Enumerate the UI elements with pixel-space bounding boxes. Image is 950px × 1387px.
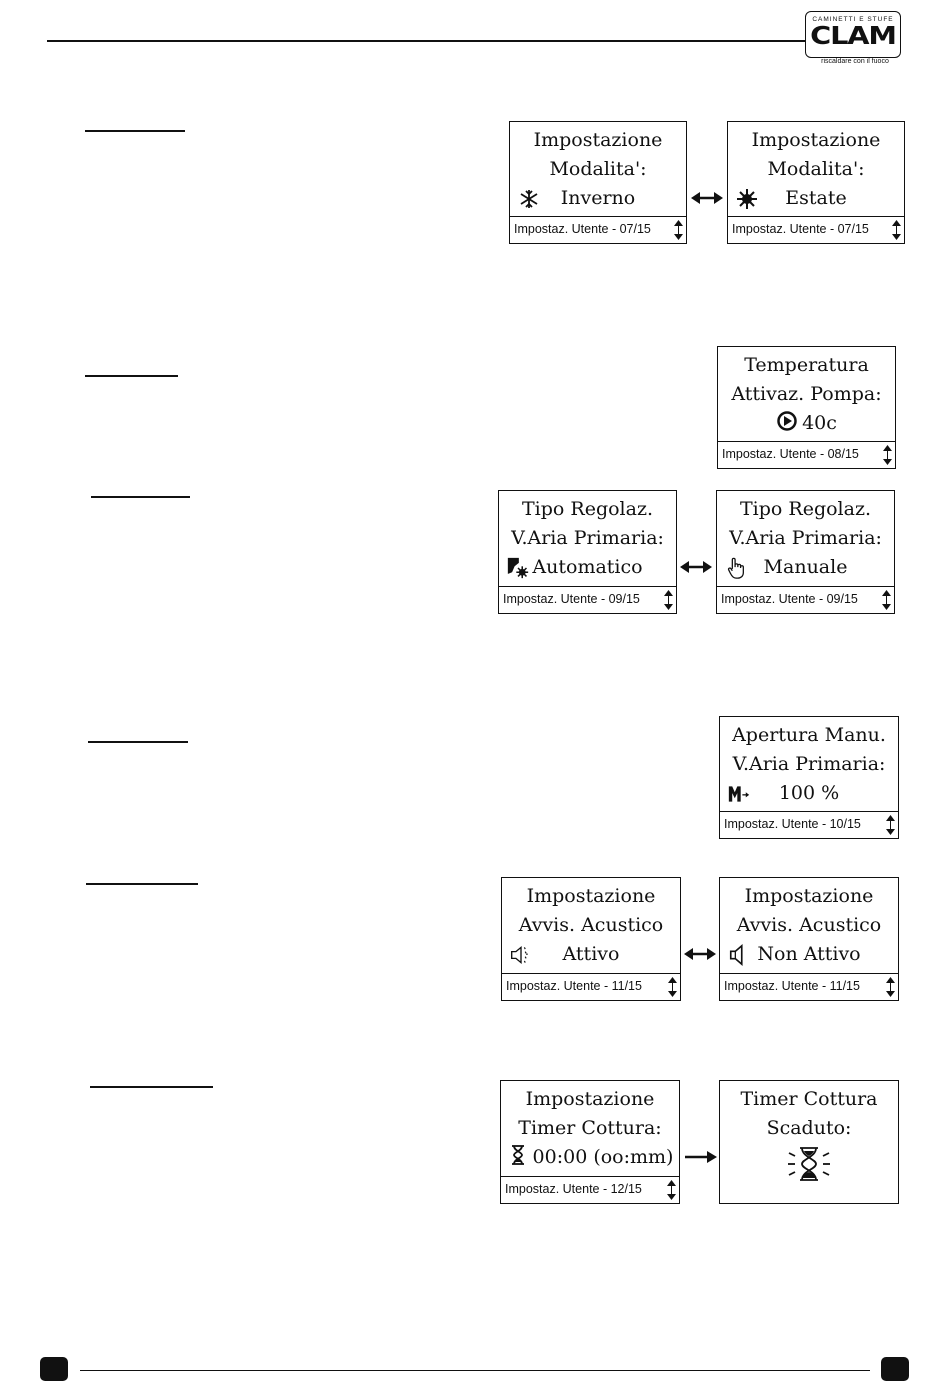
lcd-footer bbox=[510, 216, 686, 243]
section-underline-8 bbox=[85, 375, 178, 377]
section-underline-7 bbox=[85, 130, 185, 132]
lcd-value-row bbox=[501, 1143, 679, 1172]
lcd-value: Manuale bbox=[763, 556, 848, 578]
lcd-footer-label: Impostaz. Utente - 09/15 bbox=[503, 592, 640, 606]
hourglass-alarm-icon bbox=[787, 1145, 831, 1183]
lcd-footer-label: Impostaz. Utente - 11/15 bbox=[506, 979, 642, 993]
lcd-screen bbox=[727, 121, 905, 244]
lcd-line1: Tipo Regolaz. bbox=[740, 498, 871, 520]
lcd-body bbox=[499, 491, 676, 582]
lcd-value: Non Attivo bbox=[757, 943, 861, 965]
hand-icon bbox=[725, 557, 747, 579]
lcd-footer-label: Impostaz. Utente - 10/15 bbox=[724, 817, 861, 831]
lcd-screen bbox=[716, 490, 895, 614]
lcd-line1: Impostazione bbox=[751, 129, 881, 151]
scroll-arrows-icon bbox=[883, 445, 892, 465]
page-marker-right bbox=[881, 1357, 909, 1381]
lcd-body bbox=[720, 1081, 898, 1187]
section-underline-10 bbox=[88, 741, 188, 743]
lcd-footer-label: Impostaz. Utente - 08/15 bbox=[722, 447, 859, 461]
lcd-value-row bbox=[502, 940, 680, 969]
double-arrow-icon bbox=[680, 560, 712, 574]
lcd-footer bbox=[720, 973, 898, 1000]
lcd-line2: V.Aria Primaria: bbox=[511, 527, 664, 549]
lcd-body bbox=[510, 122, 686, 213]
brand-tagline: CAMINETTI E STUFE bbox=[812, 16, 894, 23]
section-underline-11 bbox=[86, 883, 198, 885]
lcd-line2: Scaduto: bbox=[766, 1117, 852, 1139]
scroll-arrows-icon bbox=[882, 590, 891, 610]
lcd-value: Estate bbox=[785, 187, 847, 209]
lcd-value: Inverno bbox=[560, 187, 636, 209]
lcd-body bbox=[728, 122, 904, 213]
lcd-value: Automatico bbox=[532, 556, 643, 578]
lcd-line1: Impostazione bbox=[533, 129, 663, 151]
sun-icon bbox=[736, 188, 758, 210]
lcd-screen bbox=[501, 877, 681, 1001]
lcd-value-row bbox=[499, 553, 676, 582]
speaker-on-icon bbox=[510, 944, 532, 966]
lcd-footer bbox=[717, 586, 894, 613]
section-underline-9 bbox=[91, 496, 190, 498]
lcd-body bbox=[720, 717, 898, 808]
lcd-value: 00:00 (oo:mm) bbox=[532, 1146, 674, 1168]
lcd-screen bbox=[509, 121, 687, 244]
brand-logo bbox=[805, 11, 901, 58]
lcd-line2: Attivaz. Pompa: bbox=[731, 383, 882, 405]
right-arrow-icon bbox=[685, 1150, 717, 1164]
lcd-screen bbox=[717, 346, 896, 469]
scroll-arrows-icon bbox=[668, 977, 677, 997]
scroll-arrows-icon bbox=[674, 220, 683, 240]
lcd-screen bbox=[719, 1080, 899, 1204]
lcd-value-row bbox=[728, 184, 904, 213]
lcd-footer-label: Impostaz. Utente - 07/15 bbox=[514, 222, 651, 236]
lcd-value: 40c bbox=[802, 412, 837, 434]
lcd-line1: Impostazione bbox=[744, 885, 874, 907]
speaker-off-icon bbox=[728, 944, 750, 966]
lcd-line2: Modalita': bbox=[767, 158, 865, 180]
lcd-value: 100 % bbox=[778, 782, 840, 804]
lcd-line2: Avvis. Acustico bbox=[736, 914, 882, 936]
lcd-line1: Impostazione bbox=[526, 885, 656, 907]
lcd-line2: Timer Cottura: bbox=[518, 1117, 662, 1139]
footer-rule bbox=[80, 1370, 870, 1371]
lcd-line1: Tipo Regolaz. bbox=[522, 498, 653, 520]
scroll-arrows-icon bbox=[667, 1180, 676, 1200]
snowflake-icon bbox=[518, 188, 540, 210]
brand-name: CLAM bbox=[810, 21, 896, 50]
lcd-value-row bbox=[717, 553, 894, 582]
lcd-footer bbox=[499, 586, 676, 613]
lcd-footer bbox=[501, 1176, 679, 1203]
lcd-body bbox=[718, 347, 895, 438]
lcd-body bbox=[501, 1081, 679, 1172]
double-arrow-icon bbox=[684, 947, 716, 961]
lcd-line2: V.Aria Primaria: bbox=[732, 753, 886, 775]
page-marker-left bbox=[40, 1357, 68, 1381]
lcd-screen bbox=[719, 877, 899, 1001]
lcd-line1: Apertura Manu. bbox=[732, 724, 886, 746]
lcd-line1: Temperatura bbox=[744, 354, 869, 376]
lcd-screen bbox=[500, 1080, 680, 1204]
pump-icon bbox=[776, 410, 798, 432]
brand-slogan: riscaldare con il fuoco bbox=[821, 58, 889, 65]
lcd-value-row bbox=[718, 409, 895, 438]
lcd-footer-label: Impostaz. Utente - 07/15 bbox=[732, 222, 869, 236]
auto-air-icon bbox=[507, 557, 529, 579]
lcd-screen bbox=[719, 716, 899, 839]
lcd-body bbox=[502, 878, 680, 969]
lcd-body bbox=[720, 878, 898, 969]
lcd-footer bbox=[718, 441, 895, 468]
lcd-value-row bbox=[720, 940, 898, 969]
lcd-footer bbox=[502, 973, 680, 1000]
lcd-body bbox=[717, 491, 894, 582]
lcd-line1: Timer Cottura bbox=[740, 1088, 878, 1110]
lcd-screen bbox=[498, 490, 677, 614]
manual-air-icon bbox=[728, 783, 750, 805]
lcd-line2: Avvis. Acustico bbox=[518, 914, 664, 936]
header-rule bbox=[47, 40, 807, 42]
lcd-footer-label: Impostaz. Utente - 12/15 bbox=[505, 1182, 642, 1196]
lcd-footer bbox=[720, 811, 898, 838]
scroll-arrows-icon bbox=[892, 220, 901, 240]
lcd-value-row bbox=[720, 779, 898, 808]
lcd-line2: V.Aria Primaria: bbox=[729, 527, 882, 549]
lcd-value: Attivo bbox=[562, 943, 620, 965]
lcd-line2: Modalita': bbox=[549, 158, 647, 180]
lcd-footer bbox=[728, 216, 904, 243]
lcd-value-row bbox=[510, 184, 686, 213]
scroll-arrows-icon bbox=[664, 590, 673, 610]
lcd-footer-label: Impostaz. Utente - 09/15 bbox=[721, 592, 858, 606]
lcd-footer-label: Impostaz. Utente - 11/15 bbox=[724, 979, 860, 993]
lcd-line1: Impostazione bbox=[525, 1088, 655, 1110]
hourglass-icon bbox=[507, 1144, 529, 1166]
double-arrow-icon bbox=[691, 191, 723, 205]
scroll-arrows-icon bbox=[886, 815, 895, 835]
scroll-arrows-icon bbox=[886, 977, 895, 997]
section-underline-12 bbox=[90, 1086, 213, 1088]
